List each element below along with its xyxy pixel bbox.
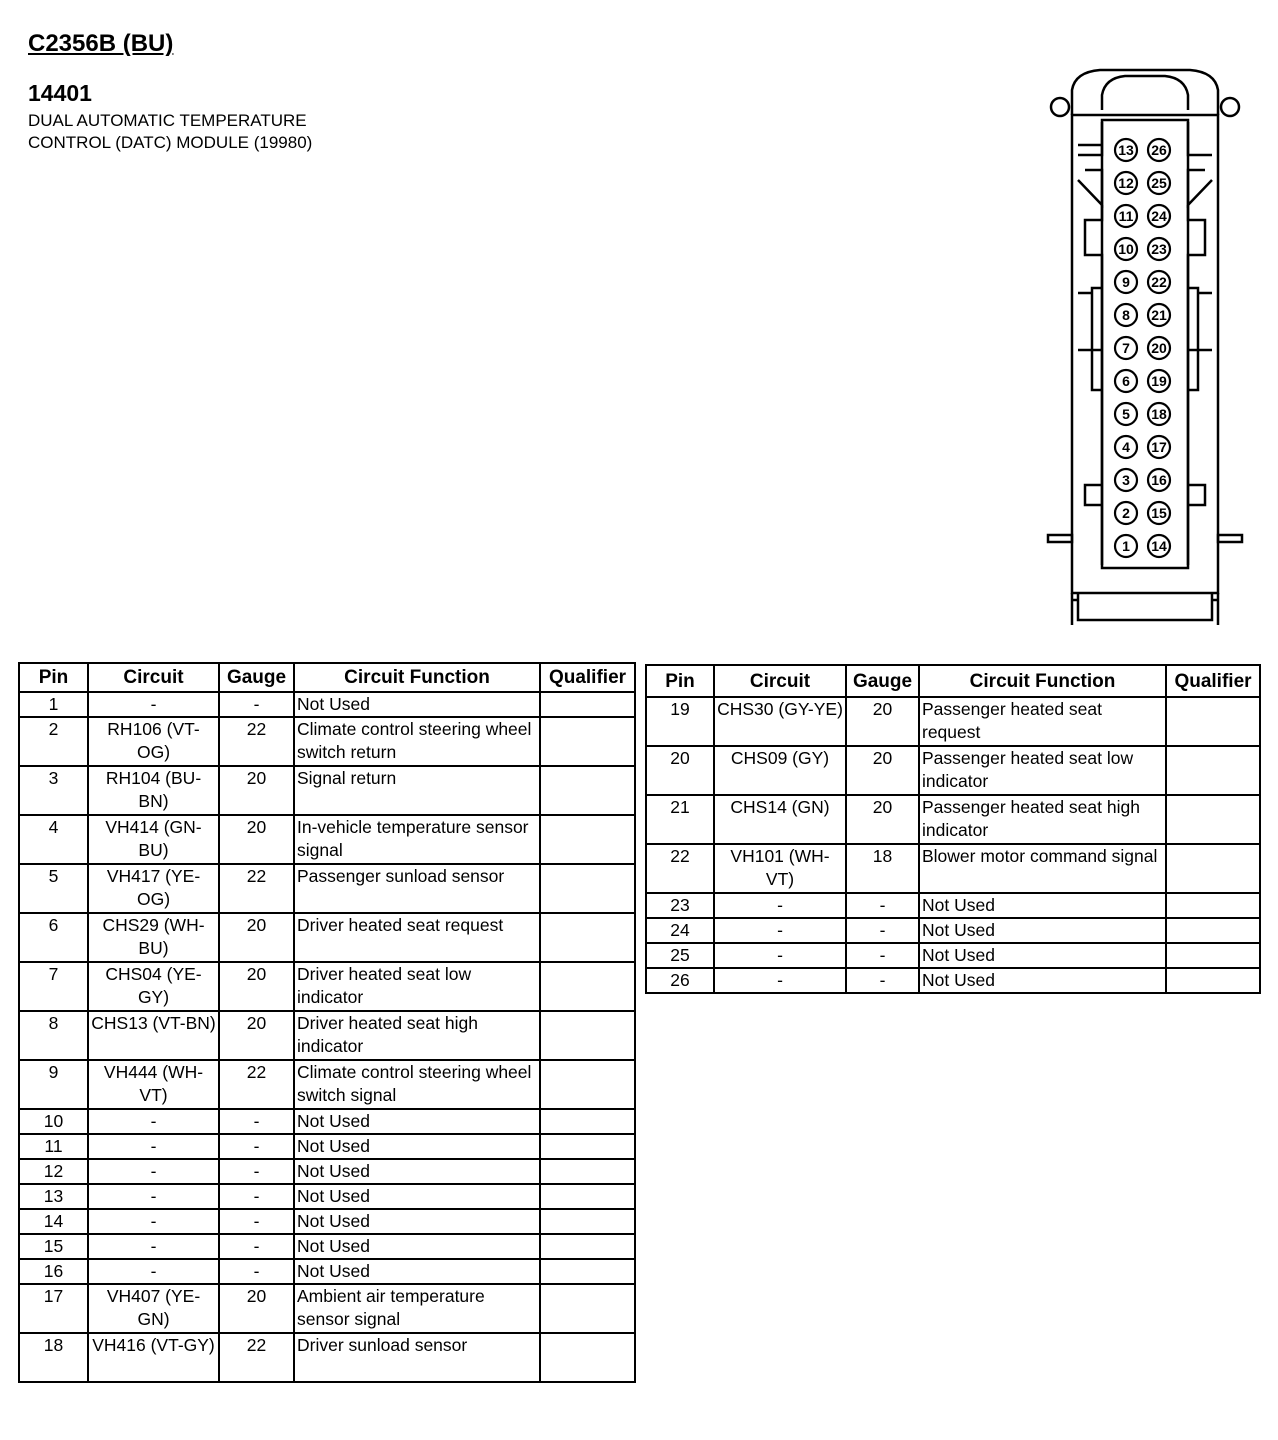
pin-number-label: 17 [1151,439,1167,455]
table-row [19,864,635,913]
cell-pin: 23 [646,893,714,918]
table-row [646,697,1260,746]
table-row [19,913,635,962]
cell-pin: 19 [646,697,714,746]
cell-pin: 4 [19,815,88,864]
cell-gauge: - [219,1109,294,1134]
cell-function: Not Used [294,1134,540,1159]
pin-number-label: 6 [1122,373,1130,389]
cell-function: Passenger heated seat low indicator [919,746,1166,795]
cell-gauge: - [219,1159,294,1184]
component-description [28,110,428,154]
cell-circuit: - [714,918,846,943]
cell-pin: 20 [646,746,714,795]
pin-number-label: 10 [1118,241,1134,257]
cell-circuit: VH101 (WH-VT) [714,844,846,893]
pin-number-label: 9 [1122,274,1130,290]
cell-gauge: - [846,968,919,993]
cell-function: Climate control steering wheel switch return [294,717,540,766]
description-line: DUAL AUTOMATIC TEMPERATURE [28,111,307,130]
cell-circuit: VH414 (GN-BU) [88,815,219,864]
cell-pin: 18 [19,1333,88,1382]
header-gauge: Gauge [846,665,919,697]
cell-function: Blower motor command signal [919,844,1166,893]
table-row [19,1259,635,1284]
table-row [646,918,1260,943]
cell-circuit: RH104 (BU-BN) [88,766,219,815]
header-pin: Pin [646,665,714,697]
header-circuit-function: Circuit Function [294,663,540,692]
table-row [19,717,635,766]
cell-qualifier [540,913,635,962]
cell-gauge: 20 [219,913,294,962]
cell-circuit: VH444 (WH-VT) [88,1060,219,1109]
pin-number-label: 5 [1122,406,1130,422]
cell-gauge: - [219,1209,294,1234]
cell-circuit: - [88,1234,219,1259]
cell-function: In-vehicle temperature sensor signal [294,815,540,864]
cell-function: Climate control steering wheel switch signal [294,1060,540,1109]
cell-function: Not Used [294,1184,540,1209]
pin-number-label: 12 [1118,175,1134,191]
cell-gauge: - [219,1184,294,1209]
cell-gauge: 20 [846,697,919,746]
cell-circuit: VH417 (YE-OG) [88,864,219,913]
cell-circuit: - [714,943,846,968]
cell-circuit: CHS14 (GN) [714,795,846,844]
cell-gauge: - [219,1234,294,1259]
cell-qualifier [1166,943,1260,968]
cell-pin: 3 [19,766,88,815]
pinout-table-left [18,662,636,1383]
pin-number-label: 4 [1122,439,1130,455]
pin-number-label: 21 [1151,307,1167,323]
cell-qualifier [540,962,635,1011]
cell-gauge: - [846,893,919,918]
table-row [646,844,1260,893]
cell-pin: 26 [646,968,714,993]
cell-pin: 22 [646,844,714,893]
header-qualifier: Qualifier [540,663,635,692]
cell-qualifier [540,1109,635,1134]
cell-gauge: - [219,1134,294,1159]
cell-qualifier [540,1259,635,1284]
cell-pin: 14 [19,1209,88,1234]
cell-circuit: - [88,1109,219,1134]
table-row [19,766,635,815]
cell-pin: 8 [19,1011,88,1060]
cell-function: Driver heated seat low indicator [294,962,540,1011]
header-circuit: Circuit [714,665,846,697]
cell-pin: 24 [646,918,714,943]
pin-number-label: 11 [1118,208,1134,224]
table-row [19,1184,635,1209]
table-row [19,1209,635,1234]
pin-number-label: 3 [1122,472,1130,488]
cell-circuit: - [88,1184,219,1209]
cell-gauge: 18 [846,844,919,893]
cell-pin: 21 [646,795,714,844]
cell-pin: 13 [19,1184,88,1209]
cell-qualifier [1166,795,1260,844]
cell-qualifier [540,717,635,766]
cell-function: Not Used [919,943,1166,968]
cell-circuit: - [88,1209,219,1234]
cell-circuit: - [88,692,219,717]
cell-pin: 10 [19,1109,88,1134]
cell-gauge: - [846,918,919,943]
cell-gauge: 20 [219,766,294,815]
cell-qualifier [1166,746,1260,795]
cell-function: Not Used [294,1234,540,1259]
pin-number-label: 14 [1151,538,1167,554]
cell-qualifier [540,692,635,717]
pin-number-label: 19 [1151,373,1167,389]
cell-pin: 16 [19,1259,88,1284]
cell-gauge: 20 [846,746,919,795]
part-number: 14401 [28,80,92,106]
cell-qualifier [1166,844,1260,893]
pin-number-label: 1 [1122,538,1130,554]
cell-function: Driver heated seat request [294,913,540,962]
cell-qualifier [1166,893,1260,918]
cell-pin: 17 [19,1284,88,1333]
header-circuit: Circuit [88,663,219,692]
table-row [646,968,1260,993]
pin-number-label: 26 [1151,142,1167,158]
cell-circuit: CHS04 (YE-GY) [88,962,219,1011]
cell-function: Passenger heated seat request [919,697,1166,746]
cell-circuit: VH416 (VT-GY) [88,1333,219,1382]
cell-qualifier [540,1234,635,1259]
cell-qualifier [540,1011,635,1060]
pin-number-label: 23 [1151,241,1167,257]
cell-function: Not Used [919,968,1166,993]
cell-gauge: 22 [219,864,294,913]
table-row [19,1134,635,1159]
cell-pin: 5 [19,864,88,913]
cell-function: Signal return [294,766,540,815]
cell-qualifier [540,1134,635,1159]
cell-function: Not Used [919,918,1166,943]
cell-circuit: CHS30 (GY-YE) [714,697,846,746]
cell-pin: 11 [19,1134,88,1159]
connector-face-diagram [1040,60,1250,630]
cell-qualifier [540,815,635,864]
cell-qualifier [540,1209,635,1234]
pin-number-label: 15 [1151,505,1167,521]
table-row [19,1234,635,1259]
cell-function: Driver heated seat high indicator [294,1011,540,1060]
cell-pin: 9 [19,1060,88,1109]
table-row [646,943,1260,968]
cell-gauge: 20 [219,815,294,864]
pin-number-label: 16 [1151,472,1167,488]
table-row [646,795,1260,844]
pin-number-label: 2 [1122,505,1130,521]
cell-pin: 1 [19,692,88,717]
cell-gauge: 20 [219,962,294,1011]
cell-function: Driver sunload sensor [294,1333,540,1382]
cell-gauge: 22 [219,1060,294,1109]
header-qualifier: Qualifier [1166,665,1260,697]
pin-number-label: 25 [1151,175,1167,191]
cell-qualifier [1166,968,1260,993]
cell-circuit: - [714,968,846,993]
cell-function: Ambient air temperature sensor signal [294,1284,540,1333]
cell-circuit: CHS09 (GY) [714,746,846,795]
cell-pin: 2 [19,717,88,766]
cell-gauge: 20 [219,1011,294,1060]
table-row [19,1333,635,1382]
header-circuit-function: Circuit Function [919,665,1166,697]
cell-circuit: CHS29 (WH-BU) [88,913,219,962]
cell-qualifier [540,1184,635,1209]
cell-pin: 15 [19,1234,88,1259]
table-row [19,815,635,864]
cell-pin: 25 [646,943,714,968]
cell-qualifier [540,1060,635,1109]
table-row [19,692,635,717]
cell-circuit: - [88,1259,219,1284]
cell-function: Not Used [294,1259,540,1284]
pin-number-label: 18 [1151,406,1167,422]
cell-pin: 12 [19,1159,88,1184]
cell-circuit: CHS13 (VT-BN) [88,1011,219,1060]
cell-gauge: 22 [219,717,294,766]
table-row [19,962,635,1011]
pin-number-label: 7 [1122,340,1130,356]
table-row [19,1109,635,1134]
cell-gauge: - [219,1259,294,1284]
cell-qualifier [540,1284,635,1333]
cell-function: Passenger sunload sensor [294,864,540,913]
header-gauge: Gauge [219,663,294,692]
pin-number-label: 20 [1151,340,1167,356]
cell-qualifier [540,1333,635,1382]
pin-number-label: 8 [1122,307,1130,323]
cell-circuit: RH106 (VT-OG) [88,717,219,766]
cell-function: Not Used [294,1209,540,1234]
pinout-table-right [645,664,1261,994]
cell-pin: 7 [19,962,88,1011]
cell-qualifier [540,1159,635,1184]
pin-number-label: 13 [1118,142,1134,158]
cell-pin: 6 [19,913,88,962]
cell-qualifier [540,864,635,913]
table-row [646,893,1260,918]
cell-function: Not Used [294,1109,540,1134]
cell-qualifier [540,766,635,815]
cell-function: Not Used [294,1159,540,1184]
cell-qualifier [1166,697,1260,746]
cell-function: Not Used [294,692,540,717]
description-line: CONTROL (DATC) MODULE (19980) [28,133,313,152]
cell-circuit: VH407 (YE-GN) [88,1284,219,1333]
table-row [19,1159,635,1184]
cell-function: Passenger heated seat high indicator [919,795,1166,844]
table-row [646,746,1260,795]
cell-gauge: - [219,692,294,717]
cell-circuit: - [88,1159,219,1184]
table-row [19,1011,635,1060]
cell-circuit: - [88,1134,219,1159]
table-row [19,1284,635,1333]
cell-gauge: 22 [219,1333,294,1382]
pin-number-label: 22 [1151,274,1167,290]
table-row [19,1060,635,1109]
pin-number-label: 24 [1151,208,1167,224]
cell-circuit: - [714,893,846,918]
header-pin: Pin [19,663,88,692]
connector-title: C2356B (BU) [28,30,174,57]
cell-qualifier [1166,918,1260,943]
cell-gauge: 20 [219,1284,294,1333]
cell-gauge: 20 [846,795,919,844]
cell-gauge: - [846,943,919,968]
cell-function: Not Used [919,893,1166,918]
